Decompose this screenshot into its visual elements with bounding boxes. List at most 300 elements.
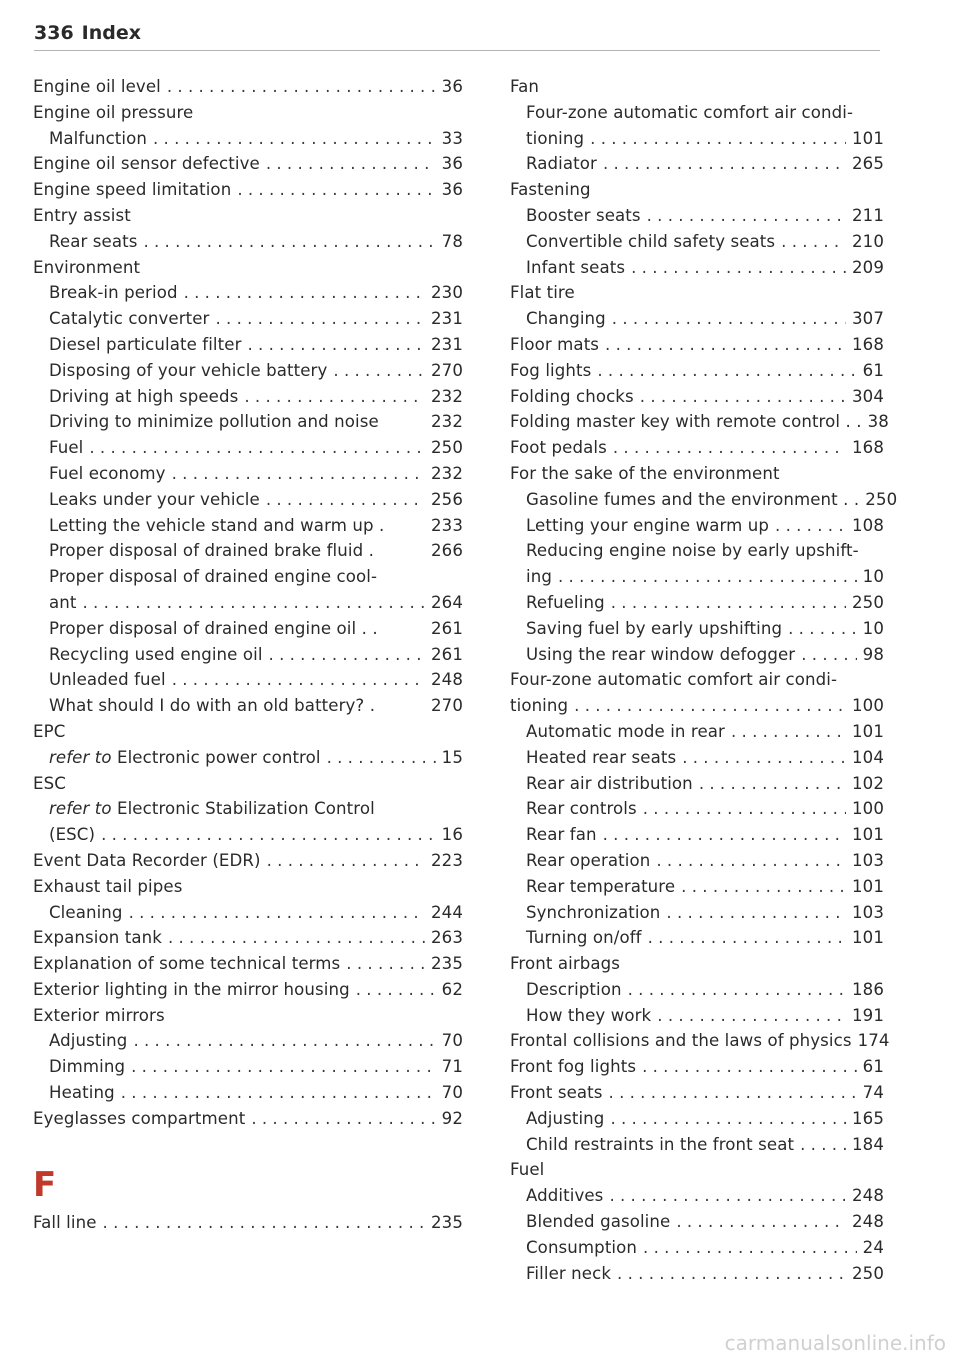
entry-term xyxy=(49,229,137,255)
index-heading xyxy=(510,667,884,693)
entry-term xyxy=(526,642,795,668)
index-entry xyxy=(33,513,463,539)
entry-page-number: 61 xyxy=(862,360,884,380)
entry-page-number: 248 xyxy=(852,1186,884,1206)
dot-leader xyxy=(800,1132,846,1158)
dot-leader xyxy=(611,590,846,616)
entry-term xyxy=(526,255,625,281)
entry-term xyxy=(33,874,182,900)
dot-leader xyxy=(788,616,857,642)
entry-term xyxy=(526,1003,651,1029)
entry-term-text: Leaks under your vehicle xyxy=(49,489,260,509)
entry-page-number: 101 xyxy=(852,825,884,845)
entry-page-number: 108 xyxy=(852,515,884,535)
entry-term-text: Engine speed limitation xyxy=(33,180,232,200)
entry-term xyxy=(526,1235,637,1261)
entry-term xyxy=(526,796,637,822)
entry-page-number: 209 xyxy=(852,257,884,277)
index-entry xyxy=(33,384,463,410)
dot-leader xyxy=(603,822,846,848)
index-entry xyxy=(33,538,463,564)
entry-page-number: 33 xyxy=(441,128,463,148)
entry-term xyxy=(33,925,162,951)
index-entry xyxy=(510,977,884,1003)
entry-term xyxy=(526,874,675,900)
entry-term-text: Dimming xyxy=(49,1057,126,1077)
entry-term-text: Engine oil sensor defective xyxy=(33,154,260,174)
right-entries xyxy=(510,74,898,1286)
entry-term xyxy=(526,977,622,1003)
entry-term-text: For the sake of the environment xyxy=(510,463,780,483)
entry-term xyxy=(33,151,260,177)
header-divider xyxy=(34,50,880,51)
entry-term xyxy=(526,487,859,513)
dot-leader xyxy=(327,745,436,771)
entry-term-text: Electronic power control xyxy=(111,747,321,767)
index-entry xyxy=(33,332,463,358)
entry-term-text: Fall line xyxy=(33,1212,97,1232)
entry-term xyxy=(49,280,178,306)
dot-leader xyxy=(333,358,425,384)
index-heading xyxy=(510,461,884,487)
entry-term xyxy=(49,822,95,848)
entry-page-number: 261 xyxy=(431,644,463,664)
entry-term xyxy=(510,1157,544,1183)
entry-reference-italic: refer to xyxy=(49,747,112,767)
entry-term-text: Environment xyxy=(33,257,141,277)
index-entry xyxy=(33,1028,463,1054)
entry-term xyxy=(49,513,384,539)
entry-term-text: Catalytic converter xyxy=(49,309,210,329)
entry-term-text: Rear operation xyxy=(526,850,651,870)
entry-term-text: Turning on/off xyxy=(526,928,642,948)
entry-page-number: 15 xyxy=(441,747,463,767)
entry-reference-italic: refer to xyxy=(49,799,112,819)
index-heading xyxy=(33,771,463,797)
entry-term-text: Proper disposal of drained engine cool- xyxy=(49,567,378,587)
dot-leader xyxy=(681,874,846,900)
entry-term xyxy=(526,513,769,539)
entry-term xyxy=(49,487,260,513)
dot-leader xyxy=(248,332,426,358)
entry-term-text: ESC xyxy=(33,773,66,793)
entry-term xyxy=(49,667,166,693)
entry-term-text: Booster seats xyxy=(526,205,641,225)
entry-term xyxy=(49,409,379,435)
index-entry xyxy=(510,1235,884,1261)
index-entry xyxy=(510,719,884,745)
entry-term-text: Rear temperature xyxy=(526,876,676,896)
entry-term-text: (ESC) xyxy=(49,825,96,845)
entry-page-number: 101 xyxy=(852,721,884,741)
entry-page-number: 223 xyxy=(431,850,463,870)
entry-term xyxy=(526,1261,611,1287)
index-entry xyxy=(33,177,463,203)
entry-term-text: Unleaded fuel xyxy=(49,670,166,690)
index-heading xyxy=(33,874,463,900)
entry-term-text: Saving fuel by early upshifting xyxy=(526,618,783,638)
entry-term xyxy=(49,126,147,152)
dot-leader xyxy=(631,255,846,281)
entry-term-text: Explanation of some technical terms xyxy=(33,954,341,974)
dot-leader xyxy=(558,564,857,590)
index-entry xyxy=(33,951,463,977)
entry-term xyxy=(526,1106,604,1132)
entry-term-text: Folding master key with remote control . . xyxy=(510,412,862,432)
index-entry xyxy=(510,693,884,719)
entry-term-text: Automatic mode in rear xyxy=(526,721,725,741)
entry-term-text: Recycling used engine oil xyxy=(49,644,263,664)
index-entry xyxy=(510,126,884,152)
entry-term-text: Convertible child safety seats xyxy=(526,231,776,251)
dot-leader xyxy=(666,900,846,926)
entry-term-text: ant xyxy=(49,592,77,612)
entry-term-text: Driving to minimize pollution and noise xyxy=(49,412,379,432)
entry-page-number: 36 xyxy=(441,77,463,96)
entry-term-text: Malfunction xyxy=(49,128,147,148)
entry-term-text: Cleaning xyxy=(49,902,123,922)
entry-term xyxy=(526,616,782,642)
index-entry xyxy=(33,151,463,177)
entry-page-number: 244 xyxy=(431,902,463,922)
entry-page-number: 36 xyxy=(441,180,463,200)
entry-term xyxy=(510,409,862,435)
index-heading xyxy=(33,564,463,590)
entry-page-number: 168 xyxy=(852,334,884,354)
index-entry xyxy=(510,590,884,616)
entry-term-text: Letting your engine warm up xyxy=(526,515,770,535)
index-entry xyxy=(33,616,463,642)
entry-term xyxy=(49,306,209,332)
dot-leader xyxy=(167,74,436,100)
entry-term xyxy=(510,384,634,410)
entry-page-number: 38 xyxy=(867,412,889,432)
entry-term-text: tioning xyxy=(510,696,569,716)
entry-page-number: 250 xyxy=(852,1263,884,1283)
entry-term-text: Driving at high speeds xyxy=(49,386,239,406)
entry-term-text: Gasoline fumes and the environment . . xyxy=(526,489,860,509)
entry-term-text: Rear seats xyxy=(49,231,138,251)
entry-term-text: Fog lights xyxy=(510,360,592,380)
entry-term xyxy=(33,203,131,229)
dot-leader xyxy=(643,796,846,822)
entry-term xyxy=(526,719,725,745)
entry-page-number: 264 xyxy=(431,592,463,612)
index-entry xyxy=(510,616,884,642)
index-entry xyxy=(33,435,463,461)
entry-term xyxy=(33,1106,245,1132)
entry-term xyxy=(526,1209,670,1235)
index-entry xyxy=(510,1183,884,1209)
entry-page-number: 250 xyxy=(865,489,898,509)
entry-page-number: 184 xyxy=(852,1134,884,1154)
entry-page-number: 235 xyxy=(431,954,463,974)
entry-page-number: 103 xyxy=(852,902,884,922)
dot-leader xyxy=(133,1028,435,1054)
dot-leader xyxy=(269,642,425,668)
index-entry xyxy=(33,925,463,951)
entry-term-text: Diesel particulate filter xyxy=(49,334,242,354)
index-entry xyxy=(510,151,884,177)
entry-page-number: 62 xyxy=(441,979,463,999)
dot-leader xyxy=(168,925,425,951)
entry-term xyxy=(49,1080,115,1106)
entry-term-text: Blended gasoline xyxy=(526,1212,671,1232)
index-entry xyxy=(510,564,884,590)
entry-page-number: 36 xyxy=(441,154,463,174)
entry-term xyxy=(33,177,231,203)
entry-page-number: 100 xyxy=(852,799,884,819)
index-entry xyxy=(510,642,884,668)
entry-term-text: Using the rear window defogger xyxy=(526,644,796,664)
dot-leader xyxy=(267,848,425,874)
index-heading xyxy=(510,951,884,977)
index-entry xyxy=(510,1054,884,1080)
entry-term-text: Radiator xyxy=(526,154,597,174)
entry-page-number: 98 xyxy=(862,644,884,664)
dot-leader xyxy=(699,771,846,797)
dot-leader xyxy=(103,1210,425,1236)
entry-term-text: Infant seats xyxy=(526,257,626,277)
index-entry xyxy=(33,667,463,693)
entry-term-text: Folding chocks xyxy=(510,386,634,406)
entry-page-number: 92 xyxy=(441,1108,463,1128)
dot-leader xyxy=(643,1235,857,1261)
entry-term xyxy=(510,951,620,977)
page-number: 336 xyxy=(34,22,74,44)
index-entry xyxy=(510,1132,884,1158)
index-entry xyxy=(33,487,463,513)
index-entry xyxy=(510,384,884,410)
entry-page-number: 250 xyxy=(431,438,463,458)
entry-page-number: 24 xyxy=(862,1237,884,1257)
entry-term-text: Eyeglasses compartment xyxy=(33,1108,246,1128)
entry-term-text: Fan xyxy=(510,77,540,96)
entry-term xyxy=(526,151,597,177)
entry-term-text: Exterior lighting in the mirror housing xyxy=(33,979,350,999)
entry-term xyxy=(49,564,377,590)
entry-term xyxy=(49,1028,127,1054)
entry-term xyxy=(33,719,65,745)
entry-term-text: Heating xyxy=(49,1083,115,1103)
entry-term xyxy=(49,616,378,642)
entry-term xyxy=(49,900,123,926)
dot-leader xyxy=(251,1106,435,1132)
entry-term xyxy=(33,255,140,281)
index-heading xyxy=(510,74,884,100)
page-title: Index xyxy=(81,22,142,44)
entry-term xyxy=(33,951,340,977)
index-entry xyxy=(510,745,884,771)
entry-term xyxy=(49,332,242,358)
index-entry xyxy=(33,229,463,255)
entry-term-text: Child restraints in the front seat xyxy=(526,1134,795,1154)
dot-leader xyxy=(131,1054,436,1080)
dot-leader xyxy=(215,306,425,332)
index-heading xyxy=(510,100,884,126)
entry-page-number: 101 xyxy=(852,128,884,148)
entry-term xyxy=(33,1003,165,1029)
dot-leader xyxy=(731,719,846,745)
entry-term-text: Frontal collisions and the laws of physics xyxy=(510,1031,852,1051)
entry-term xyxy=(526,745,676,771)
entry-page-number: 210 xyxy=(852,231,884,251)
dot-leader xyxy=(356,977,436,1003)
index-entry xyxy=(33,461,463,487)
index-entry xyxy=(33,409,463,435)
entry-term-text: Heated rear seats xyxy=(526,747,677,767)
entry-page-number: 261 xyxy=(431,618,463,638)
entry-page-number: 231 xyxy=(431,334,463,354)
entry-term xyxy=(33,100,193,126)
entry-term-text: Exhaust tail pipes xyxy=(33,876,183,896)
entry-term xyxy=(526,564,552,590)
entry-term-text: Electronic Stabilization Control xyxy=(111,799,375,819)
entry-term-text: Front fog lights xyxy=(510,1057,637,1077)
entry-term-text: Letting the vehicle stand and warm up . xyxy=(49,515,385,535)
entry-term xyxy=(526,771,693,797)
dot-leader xyxy=(609,1183,846,1209)
entry-term-text: Adjusting xyxy=(526,1108,605,1128)
entry-term-text: Consumption xyxy=(526,1237,638,1257)
entry-page-number: 233 xyxy=(431,515,463,535)
entry-term xyxy=(510,667,837,693)
entry-term-text: tioning xyxy=(526,128,585,148)
entry-term-text: Rear fan xyxy=(526,825,597,845)
index-heading xyxy=(33,1003,463,1029)
entry-term-text: Adjusting xyxy=(49,1031,128,1051)
index-entry xyxy=(510,771,884,797)
entry-page-number: 100 xyxy=(852,696,884,716)
index-entry xyxy=(510,203,884,229)
dot-leader xyxy=(613,435,846,461)
dot-leader xyxy=(574,693,846,719)
entry-term xyxy=(33,1210,97,1236)
dot-leader xyxy=(610,1106,846,1132)
entry-term xyxy=(526,1183,603,1209)
dot-leader xyxy=(597,358,856,384)
entry-page-number: 265 xyxy=(852,154,884,174)
entry-term xyxy=(510,1028,852,1054)
watermark: carmanualsonline.info xyxy=(724,1331,946,1355)
index-entry xyxy=(33,693,463,719)
entry-term xyxy=(510,74,539,100)
index-entry xyxy=(33,280,463,306)
dot-leader xyxy=(605,332,846,358)
index-heading xyxy=(33,255,463,281)
entry-term-text: Entry assist xyxy=(33,205,131,225)
index-entry xyxy=(33,642,463,668)
index-entry xyxy=(510,1209,884,1235)
left-after-entries xyxy=(33,1210,463,1236)
index-entry xyxy=(510,1003,884,1029)
entry-term-text: Front seats xyxy=(510,1083,603,1103)
entry-term xyxy=(510,1080,603,1106)
dot-leader xyxy=(89,435,425,461)
entry-term xyxy=(49,796,375,822)
index-entry xyxy=(33,900,463,926)
index-heading xyxy=(510,177,884,203)
entry-term-text: Disposing of your vehicle battery xyxy=(49,360,328,380)
entry-term xyxy=(49,435,83,461)
dot-leader xyxy=(266,151,436,177)
entry-term-text: What should I do with an old battery? . xyxy=(49,696,376,716)
entry-term xyxy=(526,925,642,951)
entry-term xyxy=(526,229,775,255)
entry-term-text: Event Data Recorder (EDR) xyxy=(33,850,261,870)
entry-term xyxy=(33,977,350,1003)
entry-page-number: 101 xyxy=(852,928,884,948)
entry-term-text: Synchronization xyxy=(526,902,661,922)
entry-term-text: Front airbags xyxy=(510,954,621,974)
entry-page-number: 78 xyxy=(441,231,463,251)
index-entry xyxy=(510,435,884,461)
entry-term xyxy=(510,358,591,384)
entry-page-number: 256 xyxy=(431,489,463,509)
entry-page-number: 16 xyxy=(441,825,463,845)
entry-page-number: 263 xyxy=(431,928,463,948)
dot-leader xyxy=(781,229,846,255)
dot-leader xyxy=(266,487,425,513)
entry-page-number: 61 xyxy=(862,1057,884,1077)
index-entry xyxy=(33,745,463,771)
dot-leader xyxy=(801,642,856,668)
dot-leader xyxy=(129,900,425,926)
index-entry xyxy=(510,1080,884,1106)
dot-leader xyxy=(657,1003,846,1029)
index-heading xyxy=(510,538,884,564)
page-header xyxy=(34,22,878,44)
left-entries xyxy=(33,74,463,1132)
index-entry xyxy=(33,848,463,874)
index-heading xyxy=(33,796,463,822)
entry-term xyxy=(526,848,650,874)
entry-term-text: ing xyxy=(526,567,552,587)
entry-term xyxy=(49,693,375,719)
entry-term xyxy=(526,900,660,926)
dot-leader xyxy=(642,1054,857,1080)
entry-page-number: 232 xyxy=(431,386,463,406)
dot-leader xyxy=(648,925,846,951)
index-entry xyxy=(33,1080,463,1106)
entry-term-text: Flat tire xyxy=(510,283,575,303)
entry-page-number: 250 xyxy=(852,592,884,612)
dot-leader xyxy=(612,306,846,332)
entry-page-number: 102 xyxy=(852,773,884,793)
entry-page-number: 231 xyxy=(431,309,463,329)
entry-page-number: 103 xyxy=(852,850,884,870)
entry-page-number: 168 xyxy=(852,438,884,458)
entry-term-text: Fuel xyxy=(49,438,84,458)
index-entry xyxy=(510,796,884,822)
entry-page-number: 248 xyxy=(852,1212,884,1232)
entry-term xyxy=(49,590,77,616)
index-entry xyxy=(510,487,898,513)
index-entry xyxy=(510,255,884,281)
entry-term-text: Fastening xyxy=(510,180,591,200)
dot-leader xyxy=(590,126,846,152)
entry-term-text: EPC xyxy=(33,721,66,741)
entry-term-text: Expansion tank xyxy=(33,928,162,948)
index-entry xyxy=(510,229,884,255)
index-entry xyxy=(510,900,884,926)
dot-leader xyxy=(172,461,425,487)
entry-term-text: Four-zone automatic comfort air condi- xyxy=(510,670,838,690)
entry-term-text: Foot pedals xyxy=(510,438,607,458)
entry-page-number: 307 xyxy=(852,309,884,329)
entry-term-text: Rear controls xyxy=(526,799,637,819)
dot-leader xyxy=(184,280,425,306)
